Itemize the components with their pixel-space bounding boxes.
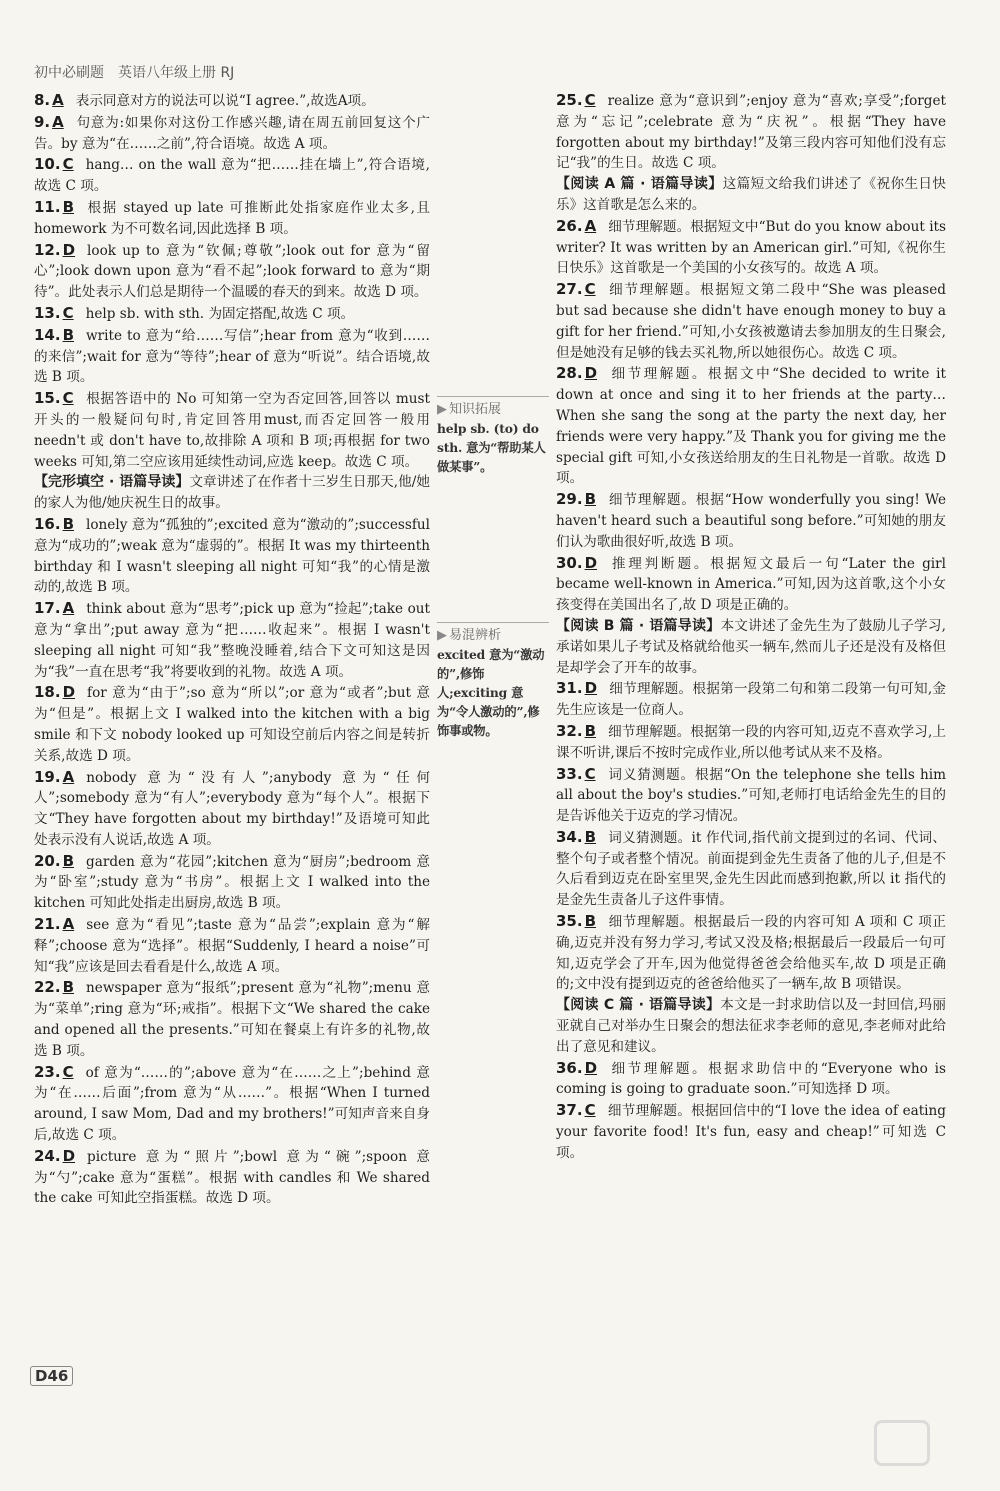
answer-letter: B: [584, 490, 597, 509]
answer-letter: B: [62, 197, 75, 216]
guide-heading: 【阅读 B 篇 · 语篇导读】: [556, 617, 721, 634]
question-number: 23.: [34, 1062, 61, 1081]
answer-entry: [34, 154, 430, 197]
explanation-text: 根据 stayed up late 可推断此处指家庭作业太多,且 homework 为不可数名词,因此选择 B 项。: [34, 199, 430, 237]
question-number: 31.: [556, 679, 583, 698]
question-number: 32.: [556, 721, 583, 740]
answer-letter: B: [584, 827, 597, 846]
answer-entry: [556, 764, 946, 827]
question-number: 22.: [34, 978, 61, 997]
explanation-text: 词义猜测题。根据“On the telephone she tells him all about the boy's studies.”可知,老师打电话给金先生的目的是告诉他关于迈克的学习情况。: [556, 766, 946, 825]
explanation-text: 根据答语中的 No 可知第一空为否定回答,回答以 must 开头的一般疑问句时,肯定回答用must,而否定回答一般用 needn't 或 don't have to,故排除 A 项和 B 项;再根据 for two weeks 可知,第二空应该用延续性动词,应选 keep。故选 C 项。: [34, 391, 430, 470]
page-header: [34, 62, 234, 82]
guide-text: 本文是一封求助信以及一封回信,玛丽亚就自己对举办生日聚会的想法征求李老师的意见,李老师对此给出了意见和建议。: [556, 997, 946, 1055]
explanation-text: nobody 意为“没有人”;anybody 意为“任何人”;somebody 意为“有人”;everybody 意为“每个人”。根据下文“They have forgotten about my birthday!”及语境可知此处表示没有人说话,故选 A 项。: [34, 769, 430, 848]
reading-guide: [34, 472, 430, 514]
sidebar-note-1: [437, 396, 549, 476]
reading-guide: [556, 616, 946, 678]
explanation-text: hang… on the wall 意为“把……挂在墙上”,符合语境,故选 C 项。: [34, 157, 430, 195]
answer-letter: B: [62, 514, 75, 533]
answer-letter: D: [584, 679, 598, 698]
answer-entry: [34, 598, 430, 682]
explanation-text: think about 意为“思考”;pick up 意为“捡起”;take out 意为“拿出”;put away 意为“把……收起来”。根据 I wasn't sleeping all night 可知“我”整晚没睡着,结合下文可知这是因为“我”一直在思考“我”将要收到的礼物。故选 A 项。: [34, 601, 430, 680]
answer-entry: [556, 1100, 946, 1163]
question-number: 27.: [556, 280, 583, 299]
answer-letter: A: [52, 91, 64, 109]
guide-text: 本文讲述了金先生为了鼓励儿子学习,承诺如果儿子考试及格就给他买一辆车,然而儿子还是没有及格但是却学会了开车的故事。: [556, 617, 946, 676]
question-number: 11.: [34, 197, 61, 216]
answer-entry: [34, 90, 430, 112]
explanation-text: garden 意为“花园”;kitchen 意为“厨房”;bedroom 意为“卧室”;study 意为“书房”。根据上文 I walked into the kitchen 可知此处指走出厨房,故选 B 项。: [34, 853, 430, 912]
answer-entry: [34, 767, 430, 851]
answer-letter: C: [62, 303, 74, 322]
explanation-text: see 意为“看见”;taste 意为“品尝”;explain 意为“解释”;choose 意为“选择”。根据“Suddenly, I heard a noise”可知“我”应该是回去看看是什么,故选 A 项。: [34, 917, 430, 975]
explanation-text: 细节理解题。根据第一段的内容可知,迈克不喜欢学习,上课不听讲,课后不按时完成作业,所以他考试从来不及格。: [556, 723, 946, 761]
explanation-text: 细节理解题。根据回信中的“I love the idea of eating your favorite food! It's fun, easy and cheap!”可知选 C 项。: [556, 1103, 946, 1161]
sidebar-note-title: 知识拓展: [449, 402, 502, 417]
question-number: 8.: [34, 91, 51, 109]
reading-guide: [556, 995, 946, 1057]
question-number: 24.: [34, 1146, 61, 1165]
question-number: 17.: [34, 599, 61, 618]
explanation-text: look up to 意为“钦佩;尊敬”;look out for 意为“留心”;look down upon 意为“看不起”;look forward to 意为“期待”。此处表示人们总是期待一个温暖的春天的到来。故选 D 项。: [34, 242, 430, 301]
answer-letter: C: [584, 1101, 596, 1120]
answer-entry: [556, 553, 946, 616]
question-number: 29.: [556, 490, 583, 509]
question-number: 34.: [556, 827, 583, 846]
answer-entry: [556, 489, 946, 552]
answer-entry: [556, 721, 946, 764]
explanation-text: newspaper 意为“报纸”;present 意为“礼物”;menu 意为“菜单”;ring 意为“环;戒指”。根据下文“We shared the cake and opened all the presents.”可知在餐桌上有许多的礼物,故选 B 项。: [34, 980, 430, 1059]
sidebar-note-text: excited 意为“激动的”,修饰人;exciting 意为“令人激动的”,修饰事或物。: [437, 647, 545, 738]
question-number: 12.: [34, 240, 61, 259]
answer-entry: [34, 240, 430, 303]
explanation-text: 词义猜测题。it 作代词,指代前文提到过的名词、代词、整个句子或者整个情况。前面提到金先生责备了他的儿子,但是不久后看到迈克在卧室里哭,金先生因此而感到抱歉,所以 it 指代的是金先生责备儿子这件事情。: [556, 829, 946, 909]
question-number: 21.: [34, 915, 61, 934]
answer-entry: [34, 112, 430, 155]
answer-entry: [34, 682, 430, 766]
sidebar-note-title: 易混辨析: [449, 628, 502, 643]
question-number: 19.: [34, 767, 61, 786]
question-number: 25.: [556, 91, 583, 109]
answer-letter: D: [62, 1146, 76, 1165]
answer-entry: [556, 90, 946, 174]
page-number: D46: [30, 1366, 73, 1386]
answer-entry: [34, 388, 430, 472]
answer-letter: C: [584, 280, 596, 299]
question-number: 35.: [556, 912, 583, 931]
answer-entry: [34, 977, 430, 1061]
question-number: 37.: [556, 1101, 583, 1120]
question-number: 26.: [556, 216, 583, 235]
answer-entry: [34, 303, 430, 325]
question-number: 14.: [34, 325, 61, 344]
answer-entry: [34, 1062, 430, 1146]
answer-entry: [34, 851, 430, 914]
sidebar-note-2: [437, 622, 549, 740]
answer-letter: C: [584, 91, 596, 109]
answer-letter: D: [584, 364, 598, 383]
answer-letter: D: [584, 553, 598, 572]
arrow-icon: ▶: [437, 402, 447, 417]
answer-letter: D: [62, 240, 76, 259]
guide-heading: 【阅读 C 篇 · 语篇导读】: [556, 997, 721, 1014]
question-number: 10.: [34, 155, 61, 174]
answer-letter: C: [62, 1062, 74, 1081]
explanation-text: 表示同意对方的说法可以说“I agree.”,故选A项。: [75, 93, 375, 109]
explanation-text: 细节理解题。根据“How wonderfully you sing! We haven't heard such a beautiful song before.”可知她的朋友们认为歌曲很好听,故选 B 项。: [556, 492, 946, 550]
answer-letter: B: [584, 912, 597, 931]
reading-guide: [556, 174, 946, 216]
explanation-text: lonely 意为“孤独的”;excited 意为“激动的”;successful 意为“成功的”;weak 意为“虚弱的”。根据 It was my thirteenth birthday 和 I wasn't sleeping all night 可知“我”的心情是激动的,故选 B 项。: [34, 516, 430, 596]
answer-entry: [34, 914, 430, 977]
answer-entry: [556, 216, 946, 279]
answer-letter: A: [62, 915, 75, 934]
explanation-text: for 意为“由于”;so 意为“所以”;or 意为“或者”;but 意为“但是”。根据上文 I walked into the kitchen with a big smile 和下文 nobody looked up 可知设空前后内容之间是转折关系,故选 D 项。: [34, 685, 430, 764]
answer-entry: [556, 279, 946, 363]
book-subject: 英语八年级上册 RJ: [118, 65, 235, 81]
explanation-text: 细节理解题。根据第一段第二句和第二段第一句可知,金先生应该是一位商人。: [556, 681, 946, 719]
question-number: 20.: [34, 851, 61, 870]
explanation-text: write to 意为“给……写信”;hear from 意为“收到……的来信”;wait for 意为“等待”;hear of 意为“听说”。结合语境,故选 B 项。: [34, 327, 430, 386]
explanation-text: 细节理解题。根据求助信中的“Everyone who is coming is going to graduate soon.”可知选择 D 项。: [556, 1060, 946, 1098]
answer-letter: A: [52, 112, 64, 131]
explanation-text: picture 意为“照片”;bowl 意为“碗”;spoon 意为“勺”;cake 意为“蛋糕”。根据 with candles 和 We shared the cake 可知此空指蛋糕。故选 D 项。: [34, 1148, 430, 1207]
sidebar-note-text: help sb. (to) do sth. 意为“帮助某人做某事”。: [437, 421, 546, 474]
answer-letter: B: [584, 721, 597, 740]
answer-entry: [556, 678, 946, 721]
answer-letter: D: [584, 1058, 598, 1077]
answer-entry: [34, 1146, 430, 1209]
answer-entry: [34, 514, 430, 598]
answer-letter: A: [62, 767, 75, 786]
explanation-text: of 意为“……的”;above 意为“在……之上”;behind 意为“在……后面”;from 意为“从……”。根据“When I turned around, I saw Mom, Dad and my brothers!”可知声音来自身后,故选 C 项。: [34, 1064, 430, 1144]
watermark-logo: [874, 1420, 930, 1466]
explanation-text: help sb. with sth. 为固定搭配,故选 C 项。: [85, 305, 355, 322]
answer-entry: [556, 363, 946, 489]
answer-entry: [556, 911, 946, 995]
answer-letter: B: [62, 851, 75, 870]
answer-letter: D: [62, 683, 76, 702]
question-number: 13.: [34, 303, 61, 322]
answer-entry: [556, 827, 946, 911]
book-title: 初中必刷题: [34, 65, 104, 81]
answer-letter: A: [62, 599, 75, 618]
guide-text: 文章讲述了在作者十三岁生日那天,他/她的家人为他/她庆祝生日的故事。: [34, 474, 430, 512]
question-number: 9.: [34, 112, 51, 131]
right-column: [556, 90, 946, 1164]
answer-entry: [34, 325, 430, 388]
answer-letter: C: [584, 764, 596, 783]
question-number: 30.: [556, 553, 583, 572]
left-column: [34, 90, 430, 1209]
answer-letter: B: [62, 978, 75, 997]
guide-heading: 【阅读 A 篇 · 语篇导读】: [556, 176, 723, 193]
question-number: 15.: [34, 389, 61, 408]
question-number: 18.: [34, 683, 61, 702]
answer-letter: A: [584, 216, 597, 235]
guide-text: 这篇短文给我们讲述了《祝你生日快乐》这首歌是怎么来的。: [556, 176, 946, 213]
explanation-text: 细节理解题。根据文中“She decided to write it down at once and sing it to her friends at the party… When she sang the song at the party the next day, her friends were very happy.”及 Thank you for giving me the special gift 可知,小女孩送给朋友的生日礼物是一首歌。故选 D 项。: [556, 366, 946, 487]
answer-entry: [556, 1058, 946, 1101]
explanation-text: 细节理解题。根据短文中“But do you know about its writer? It was written by an American girl.”可知,《祝你生日快乐》这首歌是一个美国的小女孩写的。故选 A 项。: [556, 218, 946, 277]
answer-entry: [34, 197, 430, 240]
question-number: 28.: [556, 364, 583, 383]
explanation-text: 细节理解题。根据短文第二段中“She was pleased but sad because she didn't have enough money to buy a gift for her friend.”可知,小女孩被邀请去参加朋友的生日聚会,但是她没有足够的钱去买礼物,所以她很伤心。故选 C 项。: [556, 282, 946, 361]
arrow-icon: ▶: [437, 628, 447, 643]
explanation-text: realize 意为“意识到”;enjoy 意为“喜欢;享受”;forget 意为“忘记”;celebrate 意为“庆祝”。根据“They have forgotten about my birthday!”及第三段内容可知他们没有忘记“我”的生日。故选 C 项。: [556, 93, 946, 172]
explanation-text: 句意为:如果你对这份工作感兴趣,请在周五前回复这个广告。by 意为“在……之前”,符合语境。故选 A 项。: [34, 114, 430, 152]
question-number: 16.: [34, 514, 61, 533]
guide-heading: 【完形填空 · 语篇导读】: [34, 474, 190, 491]
explanation-text: 推理判断题。根据短文最后一句“Later the girl became well-known in America.”可知,因为这首歌,这个小女孩变得在美国出名了,故 D 项是正确的。: [556, 555, 946, 614]
question-number: 33.: [556, 764, 583, 783]
question-number: 36.: [556, 1058, 583, 1077]
answer-letter: B: [62, 325, 75, 344]
answer-letter: C: [62, 155, 74, 174]
answer-letter: C: [62, 389, 74, 408]
explanation-text: 细节理解题。根据最后一段的内容可知 A 项和 C 项正确,迈克并没有努力学习,考试又没及格;根据最后一段最后一句可知,迈克学会了开车,因为他觉得爸爸会给他买车,故 D 项是正确的;文中没有提到迈克的爸爸给他买了一辆车,故 B 项错误。: [556, 914, 946, 993]
